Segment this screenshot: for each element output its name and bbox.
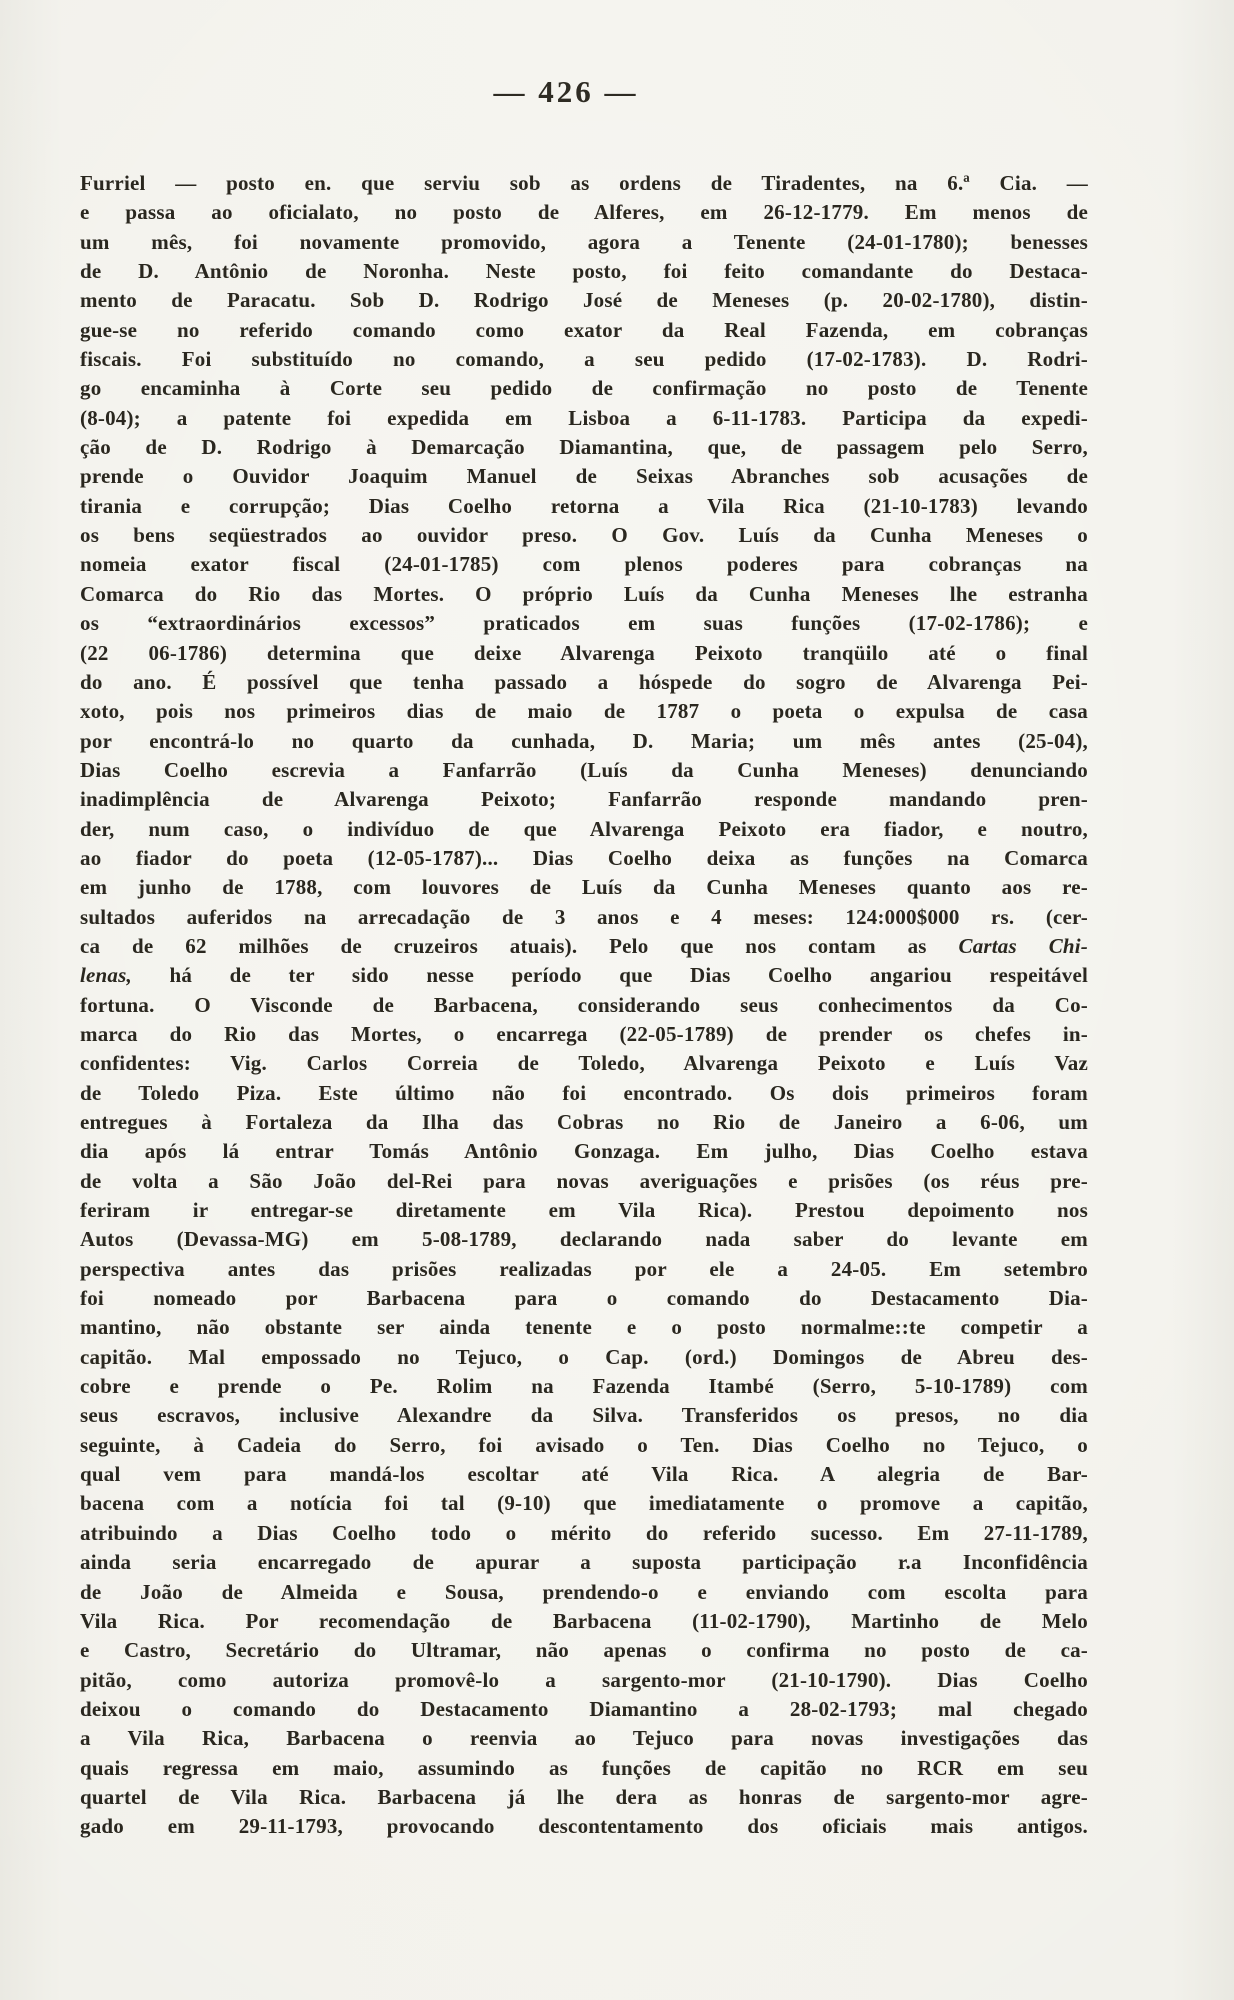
text-line <box>80 316 1088 345</box>
text-line <box>80 639 1088 668</box>
text-segment: marca do Rio das Mortes, o encarrega (22-05-1789) de prender os chefes in- <box>80 1021 1088 1046</box>
text-segment: tirania e corrupção; Dias Coelho retorna a Vila Rica (21-10-1783) levando <box>80 493 1088 518</box>
text-segment: ao fiador do poeta (12-05-1787)... Dias Coelho deixa as funções na Comarca <box>80 845 1088 870</box>
text-line <box>80 844 1088 873</box>
text-segment: fiscais. Foi substituído no comando, a seu pedido (17-02-1783). D. Rodri- <box>80 347 1088 372</box>
text-segment: nomeia exator fiscal (24-01-1785) com plenos poderes para cobranças na <box>80 552 1088 577</box>
text-segment: deixou o comando do Destacamento Diamantino a 28-02-1793; mal chegado <box>80 1696 1088 1721</box>
text-line <box>80 1489 1088 1518</box>
text-segment: dia após lá entrar Tomás Antônio Gonzaga. Em julho, Dias Coelho estava <box>80 1139 1088 1164</box>
text-segment: cobre e prende o Pe. Rolim na Fazenda Itambé (Serro, 5-10-1789) com <box>80 1374 1088 1399</box>
text-line <box>80 1020 1088 1049</box>
text-segment: de D. Antônio de Noronha. Neste posto, foi feito comandante do Destaca- <box>80 259 1088 284</box>
text-segment: e Castro, Secretário do Ultramar, não apenas o confirma no posto de ca- <box>80 1638 1088 1663</box>
text-line <box>80 1636 1088 1665</box>
text-line <box>80 462 1088 491</box>
text-line <box>80 580 1088 609</box>
text-line <box>80 228 1088 257</box>
text-line <box>80 1401 1088 1430</box>
text-segment: bacena com a notícia foi tal (9-10) que imediatamente o promove a capitão, <box>80 1491 1088 1516</box>
text-segment: de volta a São João del-Rei para novas averiguações e prisões (os réus pre- <box>80 1168 1088 1193</box>
text-segment: quais regressa em maio, assumindo as funções de capitão no RCR em seu <box>80 1755 1088 1780</box>
text-line <box>80 1578 1088 1607</box>
text-line <box>80 873 1088 902</box>
text-line <box>80 1108 1088 1137</box>
text-line <box>80 991 1088 1020</box>
text-line <box>80 1313 1088 1342</box>
text-segment: de Toledo Piza. Este último não foi encontrado. Os dois primeiros foram <box>80 1080 1088 1105</box>
text-line <box>80 521 1088 550</box>
text-line <box>80 1783 1088 1812</box>
text-segment: atribuindo a Dias Coelho todo o mérito do referido sucesso. Em 27-11-1789, <box>80 1520 1088 1545</box>
text-segment: ainda seria encarregado de apurar a suposta participação r.a Inconfidência <box>80 1550 1088 1575</box>
text-segment: fortuna. O Visconde de Barbacena, considerando seus conhecimentos da Co- <box>80 992 1088 1017</box>
text-line <box>80 1812 1088 1841</box>
italic-text-segment: Cartas Chi- <box>958 933 1089 958</box>
text-segment: ca de 62 milhões de cruzeiros atuais). Pelo que nos contam as <box>80 933 959 958</box>
text-line <box>80 961 1088 990</box>
text-segment: a Vila Rica, Barbacena o reenvia ao Tejuco para novas investigações das <box>80 1726 1088 1751</box>
text-line <box>80 1284 1088 1313</box>
text-line <box>80 404 1088 433</box>
text-segment: Comarca do Rio das Mortes. O próprio Luís da Cunha Meneses lhe estranha <box>80 581 1088 606</box>
text-segment: os bens seqüestrados ao ouvidor preso. O Gov. Luís da Cunha Meneses o <box>80 523 1088 548</box>
text-segment: sultados auferidos na arrecadação de 3 anos e 4 meses: 124:000$000 rs. (cer- <box>80 904 1088 929</box>
text-line <box>80 492 1088 521</box>
text-segment: quartel de Vila Rica. Barbacena já lhe dera as honras de sargento-mor agre- <box>80 1784 1088 1809</box>
text-segment: Vila Rica. Por recomendação de Barbacena (11-02-1790), Martinho de Melo <box>80 1608 1088 1633</box>
text-segment: der, num caso, o indivíduo de que Alvarenga Peixoto era fiador, e noutro, <box>80 816 1088 841</box>
text-line <box>80 1137 1088 1166</box>
text-line <box>80 1460 1088 1489</box>
text-line <box>80 727 1088 756</box>
text-line <box>80 668 1088 697</box>
text-segment: foi nomeado por Barbacena para o comando do Destacamento Dia- <box>80 1286 1088 1311</box>
text-segment: Autos (Devassa-MG) em 5-08-1789, declarando nada saber do levante em <box>80 1227 1088 1252</box>
text-line <box>80 1695 1088 1724</box>
text-line <box>80 1754 1088 1783</box>
text-line <box>80 345 1088 374</box>
text-segment: capitão. Mal empossado no Tejuco, o Cap. (ord.) Domingos de Abreu des- <box>80 1344 1088 1369</box>
text-segment: feriram ir entregar-se diretamente em Vila Rica). Prestou depoimento nos <box>80 1198 1088 1223</box>
text-segment: gue-se no referido comando como exator da Real Fazenda, em cobranças <box>80 317 1088 342</box>
text-line <box>80 1519 1088 1548</box>
text-segment: um mês, foi novamente promovido, agora a Tenente (24-01-1780); benesses <box>80 229 1088 254</box>
text-segment: em junho de 1788, com louvores de Luís da Cunha Meneses quanto aos re- <box>80 875 1088 900</box>
text-line <box>80 286 1088 315</box>
text-segment: prende o Ouvidor Joaquim Manuel de Seixas Abranches sob acusações de <box>80 464 1088 489</box>
text-segment: Dias Coelho escrevia a Fanfarrão (Luís da Cunha Meneses) denunciando <box>80 757 1088 782</box>
text-segment: inadimplência de Alvarenga Peixoto; Fanfarrão responde mandando pren- <box>80 787 1088 812</box>
text-line <box>80 1225 1088 1254</box>
text-segment: (8-04); a patente foi expedida em Lisboa a 6-11-1783. Participa da expedi- <box>80 405 1088 430</box>
text-segment: seus escravos, inclusive Alexandre da Silva. Transferidos os presos, no dia <box>80 1403 1088 1428</box>
text-line <box>80 1666 1088 1695</box>
text-line <box>80 198 1088 227</box>
text-line <box>80 756 1088 785</box>
text-segment: go encaminha à Corte seu pedido de confirmação no posto de Tenente <box>80 376 1088 401</box>
text-segment: há de ter sido nesse período que Dias Coelho angariou respeitável <box>131 963 1088 988</box>
text-segment: perspectiva antes das prisões realizadas por ele a 24-05. Em setembro <box>80 1256 1088 1281</box>
italic-text-segment: lenas, <box>80 963 132 988</box>
text-segment: seguinte, à Cadeia do Serro, foi avisado o Ten. Dias Coelho no Tejuco, o <box>80 1432 1088 1457</box>
text-segment: os “extraordinários excessos” praticados em suas funções (17-02-1786); e <box>80 611 1088 636</box>
text-segment: pitão, como autoriza promovê-lo a sargento-mor (21-10-1790). Dias Coelho <box>80 1667 1088 1692</box>
text-line <box>80 903 1088 932</box>
text-line <box>80 433 1088 462</box>
page-number: — 426 — <box>493 74 639 109</box>
text-line <box>80 1343 1088 1372</box>
text-line <box>80 257 1088 286</box>
text-line <box>80 1167 1088 1196</box>
text-line <box>80 169 1088 198</box>
text-segment: do ano. É possível que tenha passado a hóspede do sogro de Alvarenga Pei- <box>80 669 1088 694</box>
text-segment: ção de D. Rodrigo à Demarcação Diamantina, que, de passagem pelo Serro, <box>80 435 1088 460</box>
text-line <box>80 609 1088 638</box>
text-line <box>80 697 1088 726</box>
text-segment: gado em 29-11-1793, provocando descontentamento dos oficiais mais antigos. <box>80 1814 1088 1839</box>
text-line <box>80 1372 1088 1401</box>
text-line <box>80 1607 1088 1636</box>
text-line <box>80 1431 1088 1460</box>
text-segment: confidentes: Vig. Carlos Correia de Toledo, Alvarenga Peixoto e Luís Vaz <box>80 1051 1088 1076</box>
text-line <box>80 550 1088 579</box>
text-line <box>80 1255 1088 1284</box>
text-segment: por encontrá-lo no quarto da cunhada, D. Maria; um mês antes (25-04), <box>80 728 1088 753</box>
text-segment: (22 06-1786) determina que deixe Alvarenga Peixoto tranqüilo até o final <box>80 640 1088 665</box>
text-segment: e passa ao oficialato, no posto de Alferes, em 26-12-1779. Em menos de <box>80 200 1088 225</box>
page-body-text <box>80 169 1088 1842</box>
text-segment: Furriel — posto en. que serviu sob as ordens de Tiradentes, na 6.ª Cia. — <box>80 171 1088 195</box>
text-line <box>80 1724 1088 1753</box>
text-segment: mantino, não obstante ser ainda tenente e o posto normalme::te competir a <box>80 1315 1088 1340</box>
text-segment: de João de Almeida e Sousa, prendendo-o e enviando com escolta para <box>80 1579 1088 1604</box>
text-segment: xoto, pois nos primeiros dias de maio de 1787 o poeta o expulsa de casa <box>80 699 1088 724</box>
text-segment: entregues à Fortaleza da Ilha das Cobras no Rio de Janeiro a 6-06, um <box>80 1110 1088 1134</box>
text-line <box>80 374 1088 403</box>
text-line <box>80 1548 1088 1577</box>
text-segment: qual vem para mandá-los escoltar até Vila Rica. A alegria de Bar- <box>80 1462 1088 1487</box>
text-line <box>80 1079 1088 1108</box>
text-line <box>80 932 1088 961</box>
text-line <box>80 1049 1088 1078</box>
text-line <box>80 785 1088 814</box>
text-line <box>80 1196 1088 1225</box>
text-segment: mento de Paracatu. Sob D. Rodrigo José de Meneses (p. 20-02-1780), distin- <box>80 288 1088 313</box>
text-line <box>80 815 1088 844</box>
